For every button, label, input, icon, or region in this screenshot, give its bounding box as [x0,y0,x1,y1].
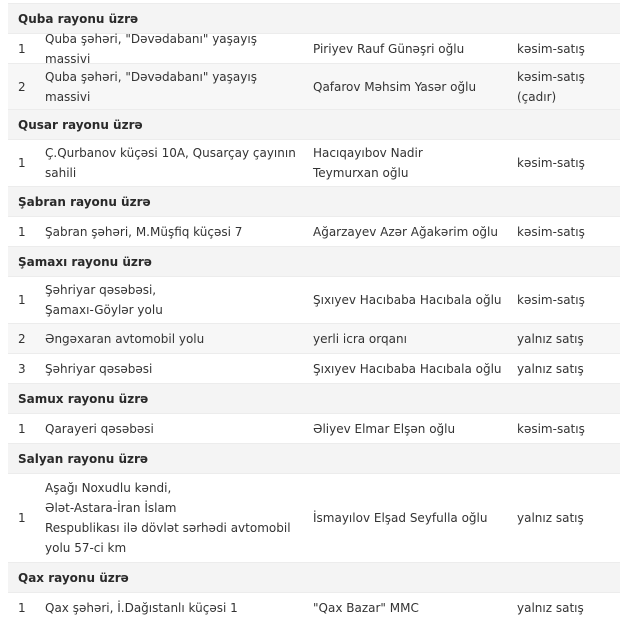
activity-type-cell-line: yalnız satış [517,361,584,376]
address-cell-line: Əngəxaran avtomobil yolu [45,331,205,346]
owner-cell [313,143,517,183]
row-number: 1 [18,600,26,615]
activity-type-cell-line: yalnız satış [517,331,584,346]
row-number: 2 [18,331,26,346]
table-row [8,216,620,246]
owner-cell-line: Əliyev Elmar Elşən oğlu [313,421,456,436]
section-header: Quba rayonu üzrə [8,3,620,33]
owner-cell-line: Piriyev Rauf Günəşri oğlu [313,41,465,56]
activity-type-cell [517,290,620,310]
address-cell-line: Quba şəhəri, "Dəvədabanı" yaşayış massivi [45,31,257,66]
row-number: 1 [18,156,26,170]
address-cell-line: Ç.Qurbanov küçəsi 10A, Qusarçay çayının [45,146,296,160]
owner-cell-line: Hacıqayıbov Nadir [313,146,423,160]
table-row [8,353,620,383]
address-cell [45,143,313,183]
table-row [8,31,620,66]
table-row [8,63,620,109]
owner-cell-line: Ağarzayev Azər Ağakərim oğlu [313,224,498,239]
address-cell [45,478,313,558]
owner-cell [313,77,517,97]
address-cell [45,29,313,69]
address-cell-line: Respublikası ilə dövlət sərhədi avtomobil [45,521,291,535]
activity-type-cell [517,67,620,107]
section-header: Qax rayonu üzrə [8,562,620,592]
row-number: 1 [18,41,26,56]
address-cell [45,598,313,618]
section-header: Samux rayonu üzrə [8,383,620,413]
owner-cell [313,329,517,349]
owner-cell-line: İsmayılov Elşad Seyfulla oğlu [313,511,488,525]
activity-type-cell-line: kəsim-satış [517,293,585,307]
owner-cell [313,598,517,618]
owner-cell-line: Teymurxan oğlu [313,166,409,180]
table-row [8,473,620,562]
table-row [8,139,620,186]
owner-cell [313,39,517,59]
address-cell [45,329,313,349]
owner-cell [313,222,517,242]
address-cell [45,222,313,242]
row-number: 2 [18,79,26,94]
activity-type-cell [517,598,620,618]
section-header: Şamaxı rayonu üzrə [8,246,620,276]
owner-cell-line: Şıxıyev Hacıbaba Hacıbala oğlu [313,293,502,307]
activity-type-cell-line: yalnız satış [517,600,584,615]
row-number: 1 [18,511,26,525]
activity-type-cell [517,39,620,59]
activity-type-cell [517,153,620,173]
address-cell-line: Ələt-Astara-İran İslam [45,501,177,515]
address-cell-line: Qax şəhəri, İ.Dağıstanlı küçəsi 1 [45,600,238,615]
address-cell-line: Şabran şəhəri, M.Müşfiq küçəsi 7 [45,224,243,239]
address-cell [45,280,313,320]
address-cell [45,67,313,107]
market-table [8,3,620,622]
activity-type-cell-line: kəsim-satış [517,421,585,436]
activity-type-cell [517,222,620,242]
activity-type-cell [517,508,620,528]
owner-cell [313,508,517,528]
activity-type-cell-line: kəsim-satış [517,156,585,170]
activity-type-cell [517,359,620,379]
row-number: 1 [18,293,26,307]
section-header: Qusar rayonu üzrə [8,109,620,139]
owner-cell-line: Qafarov Məhsim Yasər oğlu [313,79,477,94]
row-number: 3 [18,361,26,376]
table-row [8,413,620,443]
address-cell [45,419,313,439]
owner-cell-line: "Qax Bazar" MMC [313,600,419,615]
activity-type-cell [517,419,620,439]
section-header: Şabran rayonu üzrə [8,186,620,216]
address-cell-line: sahili [45,166,77,180]
activity-type-cell-line: (çadır) [517,89,557,104]
address-cell-line: yolu 57-ci km [45,541,127,555]
owner-cell-line: yerli icra orqanı [313,331,407,346]
activity-type-cell-line: kəsim-satış [517,41,585,56]
address-cell-line: Aşağı Noxudlu kəndi, [45,481,172,495]
table-row [8,323,620,353]
address-cell [45,359,313,379]
owner-cell [313,290,517,310]
activity-type-cell-line: kəsim-satış [517,224,585,239]
address-cell-line: Şəhriyar qəsəbəsi, [45,283,157,297]
activity-type-cell-line: kəsim-satış [517,69,585,84]
table-row [8,592,620,622]
activity-type-cell [517,329,620,349]
row-number: 1 [18,224,26,239]
owner-cell-line: Şıxıyev Hacıbaba Hacıbala oğlu [313,361,502,376]
address-cell-line: Quba şəhəri, "Dəvədabanı" yaşayış massivi [45,69,257,104]
section-header: Salyan rayonu üzrə [8,443,620,473]
address-cell-line: Şamaxı-Göylər yolu [45,303,163,317]
owner-cell [313,419,517,439]
row-number: 1 [18,421,26,436]
owner-cell [313,359,517,379]
activity-type-cell-line: yalnız satış [517,511,584,525]
address-cell-line: Qarayeri qəsəbəsi [45,421,154,436]
address-cell-line: Şəhriyar qəsəbəsi [45,361,153,376]
table-row [8,276,620,323]
